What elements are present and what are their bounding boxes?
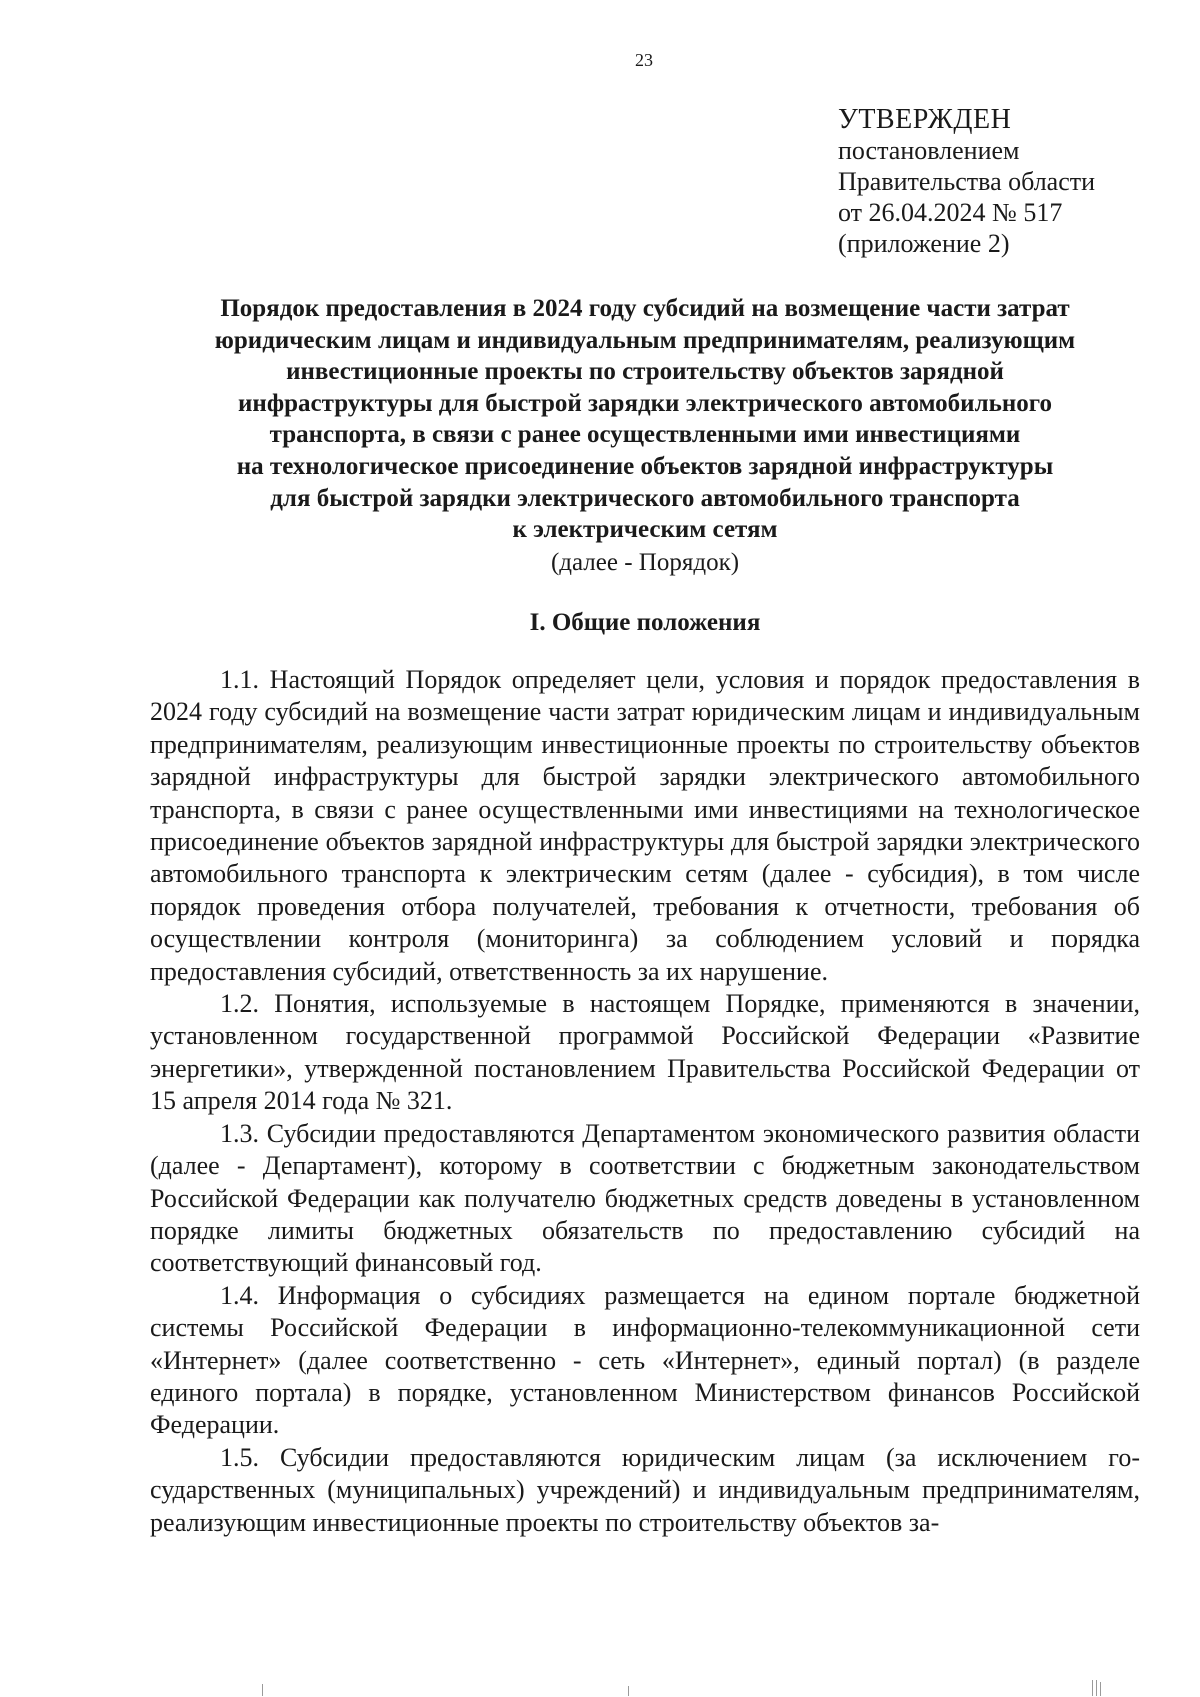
approval-line: Правительства области	[838, 167, 1096, 196]
approval-stamp-block	[838, 104, 1178, 259]
approval-line: постановлением	[838, 136, 1020, 165]
scan-artifact	[1100, 1682, 1101, 1696]
paragraph-1-2: 1.2. Понятия, используемые в настоящем Порядке, применяются в значении, установленном государственной программой Российской Федерации «Развитие энергетики», утвержденной постановлением Правительства Российской Федерации от 15 апреля 2014 года № 321.	[150, 989, 1140, 1116]
scan-artifact	[1096, 1680, 1097, 1696]
title-line: Порядок предоставления в 2024 году субсидий на возмещение части затрат	[220, 295, 1070, 322]
approval-line: от 26.04.2024 № 517	[838, 198, 1063, 227]
title-line: для быстрой зарядки электрического автомобильного транспорта	[270, 484, 1020, 512]
scan-artifact	[1092, 1680, 1093, 1696]
title-line: к электрическим сетям	[512, 516, 778, 544]
title-line: инфраструктуры для быстрой зарядки электрического автомобильного	[238, 389, 1052, 417]
paragraph-1-4: 1.4. Информация о субсидиях размещается на едином портале бюджетной системы Российской Федерации в информационно-телекоммуникационной сети «Интернет» (далее соответственно - сеть «Интернет», единый портал) (в разделе единого портала) в порядке, установленном Министерством финансов Российской Федерации.	[150, 1280, 1140, 1440]
approval-line: (приложение 2)	[838, 229, 1010, 258]
section-heading: I. Общие положения	[529, 609, 761, 636]
scan-artifact	[262, 1684, 263, 1696]
scan-artifact	[628, 1686, 629, 1696]
page-number: 23	[635, 50, 653, 70]
title-line: транспорта, в связи с ранее осуществленными ими инвестициями	[269, 421, 1021, 449]
title-abbreviation-note: (далее - Порядок)	[550, 549, 740, 576]
title-line: на технологическое присоединение объектов зарядной инфраструктуры	[236, 452, 1054, 480]
document-title	[146, 293, 1144, 546]
title-line: юридическим лицам и индивидуальным предпринимателям, реализующим	[214, 326, 1076, 354]
paragraph-1-1: 1.1. Настоящий Порядок определяет цели, условия и порядок предоставления в 2024 году субсидий на возмещение части затрат юридическим лицам и индивидуальным предпринимателям, реализующим инвестиционные проекты по строительству объектов зарядной инфраструктуры для быстрой зарядки электрического автомобильного транспорта, в связи с ранее осуществленными ими инвестициями на технологическое присоединение объектов зарядной инфраструктуры для быстрой зарядки электрического автомобильного транспорта к электрическим сетям (далее - субсидия), в том числе порядок проведения отбора получателей, требования к отчетности, требования об осуществлении контроля (мониторинга) за соблюдением условий и порядка предоставления субсидий, ответственность за их нарушение.	[150, 665, 1140, 986]
title-line: инвестиционные проекты по строительству объектов зарядной	[286, 358, 1004, 386]
paragraph-1-5: 1.5. Субсидии предоставляются юридическим лицам (за исключением государственных (муниципальных) учреждений) и индивидуальным предпринимателям, реализующим инвестиционные проекты по строительству объектов за-	[150, 1442, 1140, 1537]
paragraph-1-3: 1.3. Субсидии предоставляются Департаментом экономического развития области (далее - Департамент), которому в соответствии с бюджетным законодательством Российской Федерации как получателю бюджетных средств доведены в установленном порядке лимиты бюджетных обязательств по предоставлению субсидий на соответствующий финансовый год.	[150, 1118, 1140, 1278]
section-body	[150, 664, 1140, 1539]
approval-heading: УТВЕРЖДЕН	[838, 104, 1012, 135]
